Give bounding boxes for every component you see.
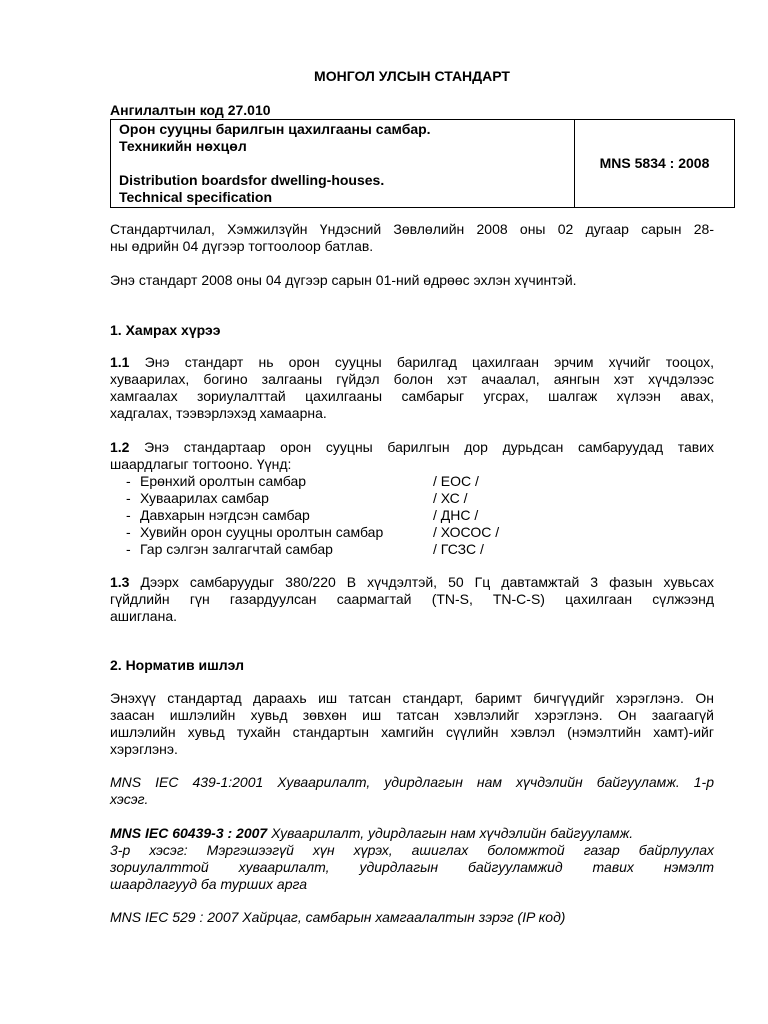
normative-intro-line: Энэхүү стандартад дараахь иш татсан стандарт, баримт бичгүүдийг хэрэглэнэ. Он xyxy=(110,690,714,706)
list-item: - Ерөнхий оролтын самбар / ЕОС / xyxy=(126,473,479,489)
normative-intro-line: заасан ишлэлийн хувьд зөвхөн иш татсан хэвлэлийг хэрэглэнэ. Он заагаагүй xyxy=(110,707,714,723)
reference-1 xyxy=(110,774,714,808)
paragraph-1-3-number: 1.3 xyxy=(110,574,130,590)
reference-3: MNS IEC 529 : 2007 Хайрцаг, самбарын хамгаалалтын зэрэг (IP код) xyxy=(110,909,566,925)
paragraph-1-2 xyxy=(110,439,714,473)
paragraph-1-2-number: 1.2 xyxy=(110,439,130,455)
paragraph-1-1-number: 1.1 xyxy=(110,354,130,370)
paragraph-1-1 xyxy=(110,354,714,422)
approval-paragraph xyxy=(110,221,714,255)
list-item: - Хуваарилах самбар / ХС / xyxy=(126,490,468,506)
en-title-line-2: Technical specification xyxy=(119,189,273,205)
standard-number: MNS 5834 : 2008 xyxy=(599,155,710,171)
reference-1-line-2: хэсэг. xyxy=(110,791,149,807)
reference-1-code: MNS IEC 439-1:2001 xyxy=(110,774,264,790)
paragraph-1-1-line: хамгаалах зориулалттай цахилгааны самбарыг угсрах, шалгаж хүлээн авах, xyxy=(110,388,714,404)
paragraph-1-3-line: Дээрх самбаруудыг 380/220 В хүчдэлтэй, 50 Гц давтамжтай 3 фазын хувьсах xyxy=(140,574,715,590)
reference-2 xyxy=(110,825,714,893)
normative-intro-line: ишлэлийн хувьд тухайн стандартын хамгийн сүүлийн хэвлэл (нэмэлтийн хамт)-ийг xyxy=(110,724,714,740)
normative-intro-paragraph xyxy=(110,690,714,758)
standard-title-cell xyxy=(111,120,575,208)
mn-title-line-1: Орон сууцны барилгын цахилгааны самбар. xyxy=(119,121,431,137)
paragraph-1-2-line: Энэ стандартаар орон сууцны барилгын дор дурьдсан самбаруудад тавих xyxy=(144,439,715,455)
list-item: - Хувийн орон сууцны оролтын самбар / ХОСОС / xyxy=(126,524,500,540)
reference-2-title: Хуваарилалт, удирдлагын нам хүчдэлийн байгууламж. xyxy=(267,825,634,841)
reference-1-title: Хуваарилалт, удирдлагын нам хүчдэлийн байгууламж. 1-р xyxy=(263,774,714,790)
classification-code: Ангилалтын код 27.010 xyxy=(110,102,271,118)
approval-line-1: Стандартчилал, Хэмжилзүйн Үндэсний Зөвлөлийн 2008 оны 02 дугаар сарын 28- xyxy=(110,221,714,237)
section-1-heading: 1. Хамрах хүрээ xyxy=(110,322,221,338)
reference-2-line: зориулалттой хуваарилалт, удирдлагын байгууламжид тавих нэмэлт xyxy=(110,859,714,875)
reference-2-line: шаардлагууд ба турших арга xyxy=(110,876,308,892)
paragraph-1-1-line: хуваарилах, богино залгааны гүйдэл болон хэт ачаалал, аянгын хэт хүчдэлээс xyxy=(110,371,714,387)
en-title-line-1: Distribution boardsfor dwelling-houses. xyxy=(119,172,385,188)
mn-title-line-2: Техникийн нөхцөл xyxy=(119,138,247,154)
reference-2-line: 3-р хэсэг: Мэргэшээгүй хүн хүрэх, ашиглах боломжтой газар байрлуулах xyxy=(110,842,714,858)
normative-intro-line: хэрэглэнэ. xyxy=(110,741,178,757)
paragraph-1-3-line: ашиглана. xyxy=(110,608,177,624)
effective-date-paragraph: Энэ стандарт 2008 оны 04 дүгээр сарын 01-ний өдрөөс эхлэн хүчинтэй. xyxy=(110,272,577,288)
document-title: МОНГОЛ УЛСЫН СТАНДАРТ xyxy=(314,68,510,84)
board-types-list xyxy=(110,473,714,558)
section-2-heading: 2. Норматив ишлэл xyxy=(110,657,244,673)
standard-number-cell xyxy=(575,120,735,208)
paragraph-1-1-line: хадгалах, тээвэрлэхэд хамаарна. xyxy=(110,405,327,421)
approval-line-2: ны өдрийн 04 дүгээр тогтоолоор батлав. xyxy=(110,238,374,254)
standard-info-table xyxy=(110,119,735,208)
paragraph-1-2-line: шаардлагыг тогтооно. Үүнд: xyxy=(110,456,292,472)
paragraph-1-3-line: гүйдлийн гүн газардуулсан саармагтай (TN-S, TN-C-S) цахилгаан сүлжээнд xyxy=(110,591,714,607)
paragraph-1-1-line: Энэ стандарт нь орон сууцны барилгад цахилгаан эрчим хүчийг тооцох, xyxy=(144,354,714,370)
list-item: - Гар сэлгэн залгагчтай самбар / ГСЗС / xyxy=(126,541,484,557)
list-item: - Давхарын нэгдсэн самбар / ДНС / xyxy=(126,507,479,523)
reference-2-code: MNS IEC 60439-3 : 2007 xyxy=(110,825,268,841)
paragraph-1-3 xyxy=(110,574,714,625)
